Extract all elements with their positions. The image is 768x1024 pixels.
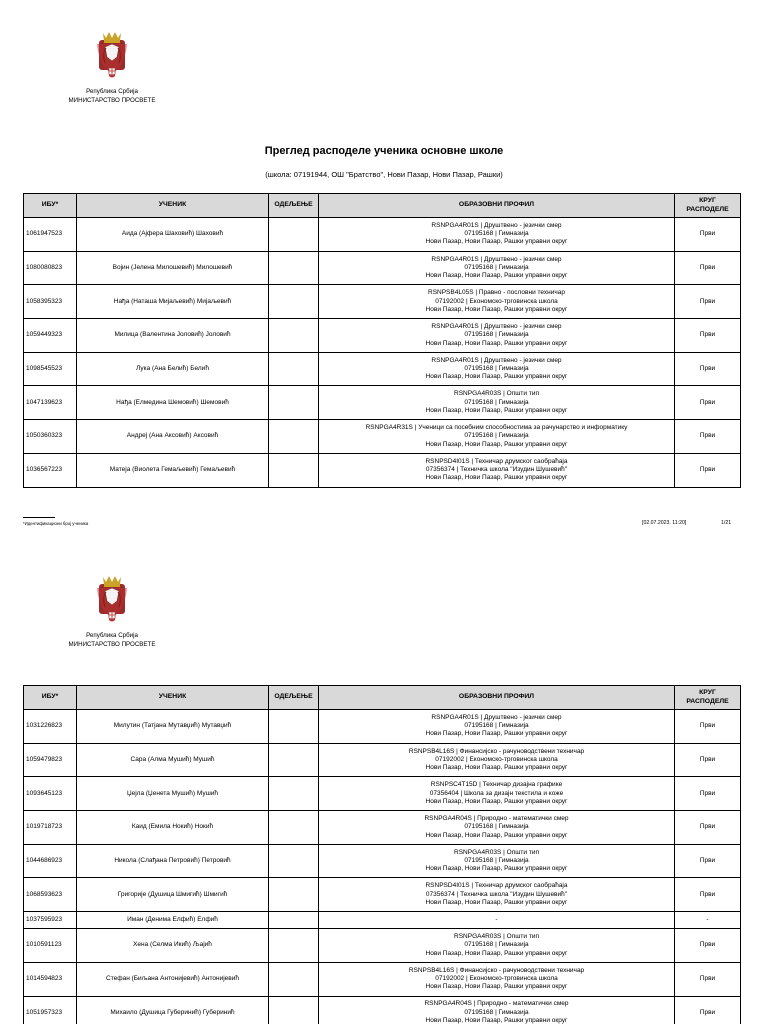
footnote-separator bbox=[23, 517, 55, 518]
profile-line: - bbox=[495, 915, 498, 923]
cell-student: Сара (Алма Мушић) Мушић bbox=[77, 743, 269, 777]
profile-line: Нови Пазар, Нови Пазар, Рашки управни округ bbox=[425, 305, 568, 313]
cell-class bbox=[269, 743, 319, 777]
republic-label: Република Србија bbox=[86, 632, 138, 639]
cell-student: Војин (Јелена Милошевић) Милошевић bbox=[77, 251, 269, 285]
profile-line: Нови Пазар, Нови Пазар, Рашки управни округ bbox=[425, 865, 568, 873]
ministry-label: МИНИСТАРСТВО ПРОСВЕТЕ bbox=[68, 640, 156, 648]
profile-line: 07356374 | Техничка школа "Изудин Шушевић" bbox=[425, 466, 568, 473]
profile-line: RSNPGA4R31S | Ученици са посебним способностима за рачунарство и информатику bbox=[365, 424, 628, 432]
ministry-header bbox=[52, 632, 172, 649]
profile-line: 07195168 | Гимназија bbox=[464, 364, 529, 372]
cell-ibu: 1058395323 bbox=[24, 285, 77, 319]
document-title: Преглед расподеле ученика основне школе bbox=[264, 145, 504, 157]
cell-round: Први bbox=[675, 251, 741, 285]
header-round-line2: РАСПОДЕЛЕ bbox=[686, 697, 729, 705]
profile-line: 07195168 | Гимназија bbox=[464, 331, 529, 339]
cell-round: Први bbox=[675, 844, 741, 878]
table-row bbox=[24, 251, 741, 285]
cell-profile bbox=[319, 352, 675, 386]
table-row bbox=[24, 319, 741, 353]
cell-profile bbox=[319, 285, 675, 319]
cell-round: Први bbox=[675, 996, 741, 1024]
ministry-header bbox=[52, 88, 172, 105]
cell-profile bbox=[319, 218, 675, 252]
cell-class bbox=[269, 912, 319, 929]
table-header-row bbox=[24, 194, 741, 218]
profile-line: 07356404 | Школа за дизајн текстила и коже bbox=[429, 789, 564, 797]
profile-line: 07195168 | Гимназија bbox=[464, 398, 529, 406]
cell-class bbox=[269, 878, 319, 912]
cell-class bbox=[269, 386, 319, 420]
cell-student: Џејла (Џенета Мушић) Мушић bbox=[77, 777, 269, 811]
profile-line: 07195168 | Гимназија bbox=[464, 230, 529, 238]
table-row bbox=[24, 420, 741, 454]
cell-ibu: 1036567223 bbox=[24, 453, 77, 487]
cell-student: Никола (Слађана Петровић) Петровић bbox=[77, 844, 269, 878]
cell-ibu: 1098545523 bbox=[24, 352, 77, 386]
profile-line: 07356374 | Техничка школа "Изудин Шушевић" bbox=[425, 890, 568, 898]
cell-class bbox=[269, 251, 319, 285]
header-class: ОДЕЉЕЊЕ bbox=[269, 194, 319, 218]
cell-profile bbox=[319, 710, 675, 744]
profile-line: RSNPGA4R04S | Природно - математички смер bbox=[424, 1000, 569, 1008]
cell-class bbox=[269, 962, 319, 996]
profile-line: Нови Пазар, Нови Пазар, Рашки управни округ bbox=[425, 898, 568, 906]
cell-round: Први bbox=[675, 929, 741, 963]
print-timestamp: [02.07.2023. 11:20] bbox=[642, 520, 687, 526]
page-number: 1/21 bbox=[721, 520, 732, 526]
cell-profile bbox=[319, 912, 675, 929]
cell-round: Први bbox=[675, 811, 741, 845]
cell-profile bbox=[319, 878, 675, 912]
header-student: УЧЕНИК bbox=[77, 194, 269, 218]
cell-student: Хена (Селма Икић) Љајић bbox=[77, 929, 269, 963]
profile-line: 07195168 | Гимназија bbox=[464, 941, 529, 949]
cell-class bbox=[269, 453, 319, 487]
profile-line: Нови Пазар, Нови Пазар, Рашки управни округ bbox=[425, 406, 568, 414]
cell-class bbox=[269, 319, 319, 353]
table-row bbox=[24, 285, 741, 319]
cell-profile bbox=[319, 929, 675, 963]
profile-line: 07192002 | Економско-трговинска школа bbox=[435, 755, 558, 763]
profile-line: RSNPGA4R03S | Општи тип bbox=[454, 933, 539, 941]
table-row bbox=[24, 929, 741, 963]
table-body-page-1 bbox=[24, 218, 741, 488]
cell-student: Андреј (Ана Аксовић) Аксовић bbox=[77, 420, 269, 454]
profile-line: 07195168 | Гимназија bbox=[464, 722, 529, 730]
header-round-line1: КРУГ bbox=[699, 197, 716, 205]
table-row bbox=[24, 218, 741, 252]
profile-line: RSNPSC4T15D | Техничар дизајна графике bbox=[430, 781, 563, 789]
cell-ibu: 1031226823 bbox=[24, 710, 77, 744]
cell-profile bbox=[319, 251, 675, 285]
document-page-2 bbox=[0, 552, 768, 1024]
table-row bbox=[24, 386, 741, 420]
profile-line: 07192002 | Економско-трговинска школа bbox=[435, 975, 558, 982]
cell-class bbox=[269, 285, 319, 319]
cell-profile bbox=[319, 386, 675, 420]
profile-line: Нови Пазар, Нови Пазар, Рашки управни округ bbox=[425, 238, 568, 246]
cell-ibu: 1068593623 bbox=[24, 878, 77, 912]
cell-ibu: 1014594823 bbox=[24, 962, 77, 996]
cell-ibu: 1059449323 bbox=[24, 319, 77, 353]
cell-student: Аида (Ајфера Шаховић) Шаховић bbox=[77, 218, 269, 252]
cell-class bbox=[269, 777, 319, 811]
profile-line: RSNPSB4L05S | Правно - пословни техничар bbox=[428, 289, 565, 297]
cell-round: Први bbox=[675, 420, 741, 454]
allocation-table-page-1 bbox=[23, 193, 741, 488]
profile-line: Нови Пазар, Нови Пазар, Рашки управни округ bbox=[425, 440, 568, 448]
cell-ibu: 1019718723 bbox=[24, 811, 77, 845]
table-row bbox=[24, 453, 741, 487]
cell-ibu: 1080080823 bbox=[24, 251, 77, 285]
cell-round: Први bbox=[675, 218, 741, 252]
profile-line: RSNPGA4R04S | Природно - математички смер bbox=[424, 814, 569, 822]
header-profile: ОБРАЗОВНИ ПРОФИЛ bbox=[319, 194, 675, 218]
profile-line: RSNPGA4R01S | Друштвено - језички смер bbox=[431, 356, 562, 364]
profile-line: RSNPSD4I01S | Техничар друмског саобраћаја bbox=[425, 457, 568, 465]
table-row bbox=[24, 710, 741, 744]
cell-round: Први bbox=[675, 743, 741, 777]
cell-profile bbox=[319, 453, 675, 487]
header-round bbox=[675, 194, 741, 218]
profile-line: RSNPGA4R03S | Општи тип bbox=[454, 390, 539, 398]
footnote: *Идентификациони број ученика bbox=[23, 521, 89, 526]
profile-line: RSNPSB4L16S | Финансијско - рачуноводствени техничар bbox=[408, 966, 585, 974]
profile-line: Нови Пазар, Нови Пазар, Рашки управни округ bbox=[425, 373, 568, 381]
serbian-coat-of-arms-icon bbox=[95, 574, 129, 626]
table-row bbox=[24, 996, 741, 1024]
profile-line: RSNPGA4R01S | Друштвено - језички смер bbox=[431, 713, 562, 721]
profile-line: RSNPSB4L16S | Финансијско - рачуноводствени техничар bbox=[408, 747, 585, 755]
cell-round: Први bbox=[675, 285, 741, 319]
profile-line: RSNPGA4R01S | Друштвено - језички смер bbox=[431, 221, 562, 229]
cell-round: Први bbox=[675, 777, 741, 811]
table-row bbox=[24, 811, 741, 845]
table-row bbox=[24, 844, 741, 878]
cell-ibu: 1010591123 bbox=[24, 929, 77, 963]
table-row bbox=[24, 912, 741, 929]
profile-line: RSNPGA4R01S | Друштвено - језички смер bbox=[431, 255, 562, 263]
profile-line: Нови Пазар, Нови Пазар, Рашки управни округ bbox=[425, 949, 568, 957]
profile-line: 07195168 | Гимназија bbox=[464, 432, 529, 440]
header-class: ОДЕЉЕЊЕ bbox=[269, 686, 319, 710]
cell-ibu: 1061947523 bbox=[24, 218, 77, 252]
header-round-line1: КРУГ bbox=[699, 689, 716, 697]
profile-line: Нови Пазар, Нови Пазар, Рашки управни округ bbox=[425, 339, 568, 347]
profile-line: RSNPGA4R03S | Општи тип bbox=[454, 848, 539, 856]
profile-line: RSNPGA4R01S | Друштвено - језички смер bbox=[431, 322, 562, 330]
cell-ibu: 1037595923 bbox=[24, 912, 77, 929]
cell-student: Нађа (Наташа Мијаљевић) Мијаљевић bbox=[77, 285, 269, 319]
document-subtitle: (школа: 07191944, ОШ "Братство", Нови Пазар, Нови Пазар, Рашки) bbox=[265, 170, 503, 179]
profile-line: 07195168 | Гимназија bbox=[464, 856, 529, 864]
profile-line: Нови Пазар, Нови Пазар, Рашки управни округ bbox=[425, 797, 568, 805]
profile-line: Нови Пазар, Нови Пазар, Рашки управни округ bbox=[425, 831, 568, 839]
cell-class bbox=[269, 929, 319, 963]
profile-line: Нови Пазар, Нови Пазар, Рашки управни округ bbox=[425, 983, 568, 991]
table-row bbox=[24, 878, 741, 912]
cell-ibu: 1050360323 bbox=[24, 420, 77, 454]
cell-round: Први bbox=[675, 319, 741, 353]
cell-ibu: 1093645123 bbox=[24, 777, 77, 811]
table-body-page-2 bbox=[24, 710, 741, 1024]
cell-profile bbox=[319, 844, 675, 878]
profile-line: Нови Пазар, Нови Пазар, Рашки управни округ bbox=[425, 1016, 568, 1024]
cell-student: Нађа (Елмедина Шемовић) Шемовић bbox=[77, 386, 269, 420]
ministry-label: МИНИСТАРСТВО ПРОСВЕТЕ bbox=[68, 96, 156, 104]
cell-round: Први bbox=[675, 962, 741, 996]
cell-ibu: 1059479823 bbox=[24, 743, 77, 777]
cell-student: Иман (Денима Елфић) Елфић bbox=[77, 912, 269, 929]
cell-profile bbox=[319, 777, 675, 811]
cell-class bbox=[269, 352, 319, 386]
table-row bbox=[24, 352, 741, 386]
profile-line: Нови Пазар, Нови Пазар, Рашки управни округ bbox=[425, 474, 568, 482]
cell-profile bbox=[319, 962, 675, 996]
header-ibu: ИБУ* bbox=[24, 194, 77, 218]
cell-round: Први bbox=[675, 453, 741, 487]
cell-profile bbox=[319, 319, 675, 353]
republic-label: Република Србија bbox=[86, 88, 138, 95]
cell-class bbox=[269, 420, 319, 454]
cell-round: Први bbox=[675, 710, 741, 744]
header-round-line2: РАСПОДЕЛЕ bbox=[686, 205, 729, 213]
cell-student: Лука (Ана Белић) Белић bbox=[77, 352, 269, 386]
profile-line: Нови Пазар, Нови Пазар, Рашки управни округ bbox=[425, 272, 568, 280]
table-row bbox=[24, 743, 741, 777]
table-row bbox=[24, 962, 741, 996]
header-student: УЧЕНИК bbox=[77, 686, 269, 710]
cell-round: Први bbox=[675, 878, 741, 912]
cell-class bbox=[269, 844, 319, 878]
table-row bbox=[24, 777, 741, 811]
profile-line: 07195168 | Гимназија bbox=[464, 1008, 529, 1016]
header-profile: ОБРАЗОВНИ ПРОФИЛ bbox=[319, 686, 675, 710]
profile-line: Нови Пазар, Нови Пазар, Рашки управни округ bbox=[425, 764, 568, 772]
allocation-table-page-2 bbox=[23, 685, 741, 1024]
cell-student: Стефан (Биљана Антонијевић) Антонијевић bbox=[77, 962, 269, 996]
cell-ibu: 1044686923 bbox=[24, 844, 77, 878]
cell-round: Први bbox=[675, 386, 741, 420]
profile-line: 07192002 | Економско-трговинска школа bbox=[435, 297, 558, 305]
cell-student: Милутин (Татјана Мутавџић) Мутавџић bbox=[77, 710, 269, 744]
profile-line: Нови Пазар, Нови Пазар, Рашки управни округ bbox=[425, 730, 568, 738]
cell-student: Григорије (Душица Шмигић) Шмигић bbox=[77, 878, 269, 912]
cell-ibu: 1051957323 bbox=[24, 996, 77, 1024]
cell-profile bbox=[319, 996, 675, 1024]
cell-profile bbox=[319, 420, 675, 454]
cell-class bbox=[269, 996, 319, 1024]
serbian-coat-of-arms-icon bbox=[95, 30, 129, 82]
cell-class bbox=[269, 710, 319, 744]
cell-student: Матеја (Виолета Гемаљевић) Гемаљевић bbox=[77, 453, 269, 487]
cell-student: Михаило (Душица Губеринић) Губеринић bbox=[77, 996, 269, 1024]
profile-line: 07195168 | Гимназија bbox=[464, 823, 529, 831]
cell-class bbox=[269, 218, 319, 252]
cell-class bbox=[269, 811, 319, 845]
cell-student: Каид (Емила Нокић) Нокић bbox=[77, 811, 269, 845]
cell-ibu: 1047139623 bbox=[24, 386, 77, 420]
cell-student: Милица (Валентина Јоловић) Јоловић bbox=[77, 319, 269, 353]
header-ibu: ИБУ* bbox=[24, 686, 77, 710]
profile-line: 07195168 | Гимназија bbox=[464, 263, 529, 271]
profile-line: RSNPSD4I01S | Техничар друмског саобраћаја bbox=[425, 882, 568, 890]
header-round bbox=[675, 686, 741, 710]
cell-round: - bbox=[675, 912, 741, 929]
cell-profile bbox=[319, 811, 675, 845]
cell-round: Први bbox=[675, 352, 741, 386]
cell-profile bbox=[319, 743, 675, 777]
table-header-row bbox=[24, 686, 741, 710]
